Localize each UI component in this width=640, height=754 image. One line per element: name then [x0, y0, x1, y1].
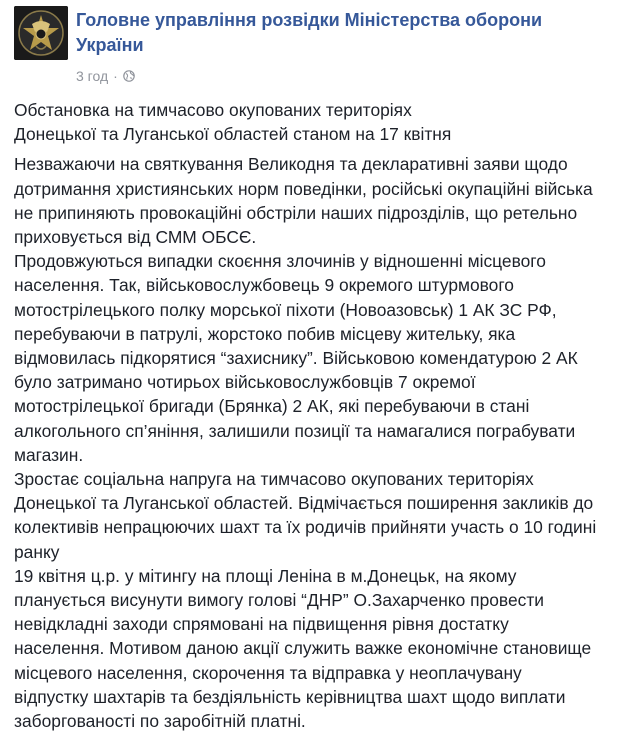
- body-line: магазин.: [14, 444, 84, 465]
- body-line: населення. Мотивом даною акції служить важке економічне становище: [14, 638, 592, 659]
- body-line: невідкладні заходи спрямовані на підвищення рівня достатку: [14, 614, 509, 635]
- avatar[interactable]: [14, 6, 68, 60]
- body-line: місцевого населення, скорочення та відправка у неоплачувану: [14, 662, 522, 683]
- body-line: Продовжуються випадки скоєння злочинів у відношенні місцевого: [14, 251, 546, 272]
- title-line: Обстановка на тимчасово окупованих територіях: [14, 100, 412, 120]
- body-line: Донецької та Луганської областей. Відмічається поширення закликів до: [14, 493, 594, 514]
- body-line: 19 квітня ц.р. у мітингу на площі Леніна в м.Донецьк, на якому: [14, 565, 517, 586]
- post-meta: [76, 66, 135, 86]
- post-header: [14, 6, 634, 86]
- page-name-line1[interactable]: Головне управління розвідки Міністерства оборони: [76, 10, 543, 30]
- body-line: алкогольного сп’яніння, залишили позиції та намагалися пограбувати: [14, 420, 576, 441]
- body-line: приховується від СММ ОБСЄ.: [14, 227, 257, 248]
- meta-separator: ·: [113, 68, 118, 84]
- body-line: мотострілецького полку морської піхоти (Новоазовськ) 1 АК ЗС РФ,: [14, 299, 557, 320]
- page-name-line2[interactable]: України: [76, 35, 144, 55]
- body-line: перебуваючи в патрулі, жорстоко побив місцеву жительку, яка: [14, 323, 516, 344]
- body-line: відмовилась підкорятися “захиснику”. Військовою комендатурою 2 АК: [14, 348, 578, 369]
- body-line: ранку: [14, 541, 60, 562]
- body-line: Незважаючи на святкування Великодня та декларативні заяви щодо: [14, 154, 568, 175]
- body-line: було затримано чотирьох військовослужбовців 7 окремої: [14, 372, 476, 393]
- globe-icon[interactable]: [123, 70, 135, 82]
- body-line: Зростає соціальна напруга на тимчасово окупованих територіях: [14, 469, 534, 490]
- body-line: не припиняють провокаційні обстріли наших підрозділів, що ретельно: [14, 202, 578, 223]
- body-line: населення. Так, військовослужбовець 9 окремого штурмового: [14, 275, 514, 296]
- body-line: мотострілецької бригади (Брянка) 2 АК, які перебуваючи в стані: [14, 396, 530, 417]
- body-line: колективів непрацюючих шахт та їх родичів прийняти участь о 10 годині: [14, 517, 597, 538]
- body-line: планується висунути вимогу голові “ДНР” О.Захарченко провести: [14, 590, 545, 611]
- title-line: Донецької та Луганської областей станом на 17 квітня: [14, 124, 452, 145]
- body-line: заборгованості по заробітній платні.: [14, 711, 306, 732]
- post-title: [14, 98, 626, 146]
- post-body: [14, 98, 626, 733]
- page-name-link[interactable]: [76, 8, 616, 58]
- body-line: дотримання християнських норм поведінки, російські окупаційні війська: [14, 178, 593, 199]
- post-timestamp[interactable]: 3 год: [76, 68, 109, 84]
- intelligence-emblem-icon: [14, 6, 68, 60]
- body-line: відпустку шахтарів та бездіяльність керівництва шахт щодо виплати: [14, 686, 566, 707]
